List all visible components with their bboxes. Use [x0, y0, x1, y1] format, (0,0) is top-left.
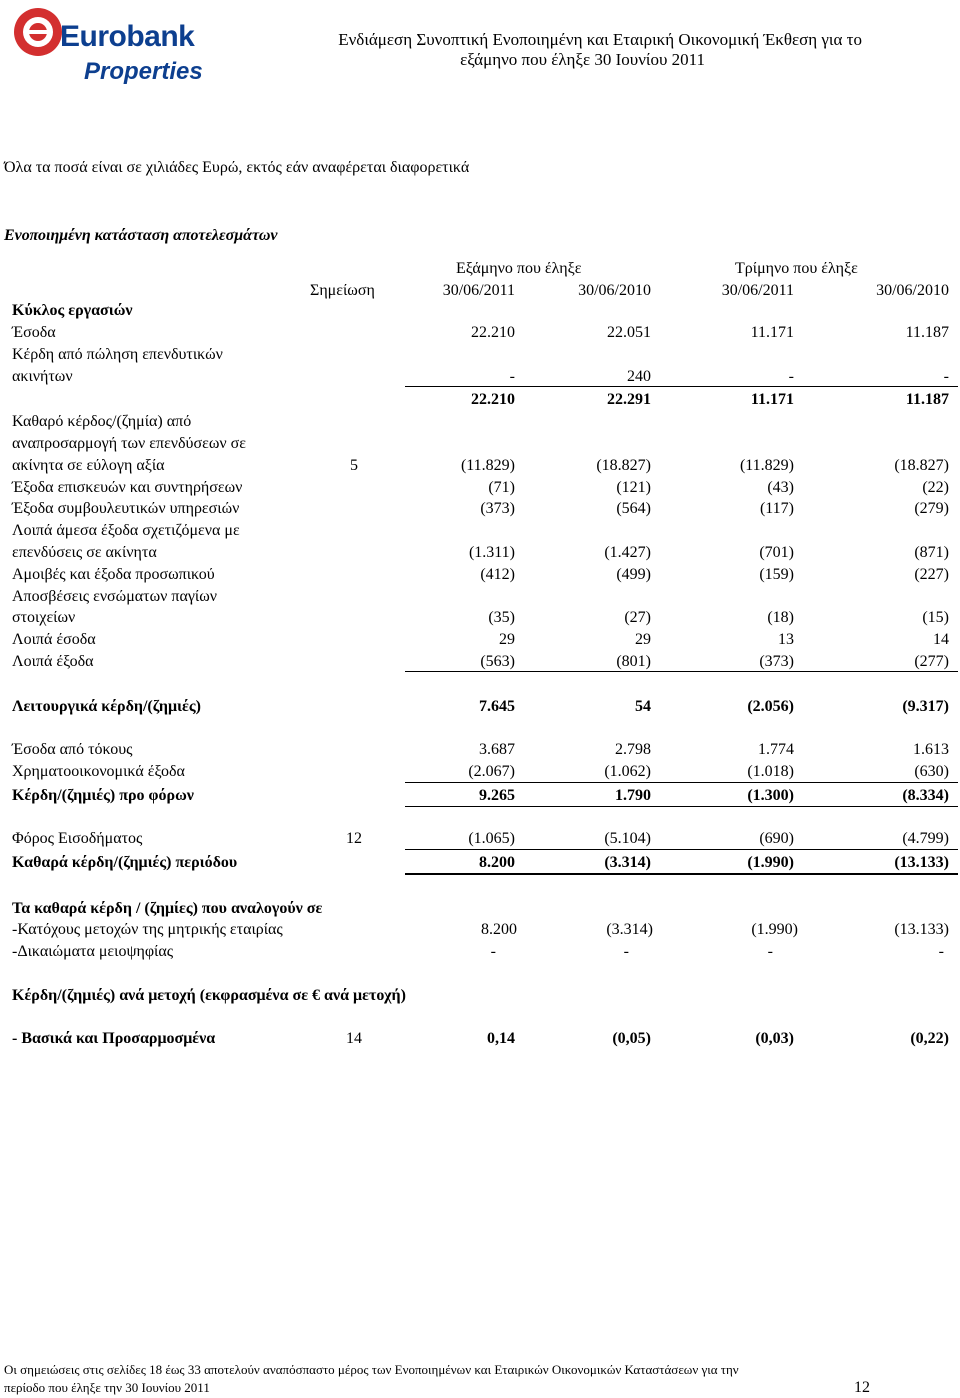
row-value: (18): [767, 609, 794, 626]
row-note: 5: [350, 457, 358, 474]
row-value: (35): [488, 609, 515, 626]
row-value: (18.827): [596, 457, 651, 474]
row-note: 14: [346, 1030, 362, 1047]
row-value: (1.427): [604, 544, 651, 561]
row-value: (43): [767, 479, 794, 496]
row-value: (13.133): [894, 921, 949, 938]
row-value: (0,22): [910, 1030, 949, 1047]
row-value: (117): [759, 500, 794, 517]
row-value: (8.334): [902, 787, 949, 804]
row-value: (71): [488, 479, 515, 496]
row-label: Αποσβέσεις ενσώματων παγίων: [12, 588, 217, 605]
row-value: (373): [480, 500, 515, 517]
row-label: -Κατόχους μετοχών της μητρικής εταιρίας: [12, 921, 283, 938]
quarter-header: Τρίμηνο που έληξε: [735, 260, 858, 277]
row-note: 12: [346, 830, 362, 847]
row-value: (277): [914, 653, 949, 670]
row-value: 1.790: [615, 787, 651, 804]
row-value: 8.200: [479, 854, 515, 871]
row-value: -: [943, 368, 949, 385]
eurobank-emblem-icon: [12, 6, 64, 58]
row-value: 8.200: [481, 921, 517, 938]
row-value: 1.613: [913, 741, 949, 758]
eps-title: Κέρδη/(ζημιές) ανά μετοχή (εκφρασμένα σε € ανά μετοχή): [12, 987, 406, 1004]
subtotal-divider: [405, 386, 958, 387]
row-value: (279): [914, 500, 949, 517]
operating-divider: [405, 671, 958, 672]
subtotal-value: 22.291: [607, 391, 651, 408]
row-value: (1.311): [468, 544, 515, 561]
row-value: 3.687: [479, 741, 515, 758]
row-value: (701): [759, 544, 794, 561]
row-value: (1.990): [747, 854, 794, 871]
row-value: 29: [635, 631, 651, 648]
row-value: (499): [616, 566, 651, 583]
row-value: -: [509, 368, 515, 385]
footer-line-2: περίοδο που έληξε την 30 Ιουνίου 2011: [4, 1380, 210, 1395]
row-value: 22.210: [471, 324, 515, 341]
intro-text: Όλα τα ποσά είναι σε χιλιάδες Ευρώ, εκτός εάν αναφέρεται διαφορετικά: [4, 159, 470, 176]
header-line-2: εξάμηνο που έληξε 30 Ιουνίου 2011: [460, 50, 705, 69]
row-value: (3.314): [604, 854, 651, 871]
row-value: 2.798: [615, 741, 651, 758]
row-value: (1.990): [751, 921, 798, 938]
row-value: 7.645: [479, 698, 515, 715]
statement-title: Ενοποιημένη κατάσταση αποτελεσμάτων: [4, 227, 278, 244]
row-value: (412): [480, 566, 515, 583]
row-value: (27): [624, 609, 651, 626]
row-value: 11.187: [905, 324, 949, 341]
revenue-section-label: Κύκλος εργασιών: [12, 302, 133, 319]
row-label: ακινήτων: [12, 368, 73, 385]
date-col-2: 30/06/2010: [578, 282, 651, 299]
row-value: (18.827): [894, 457, 949, 474]
row-value: (15): [922, 609, 949, 626]
row-label: Καθαρό κέρδος/(ζημία) από: [12, 413, 192, 430]
row-value: (871): [914, 544, 949, 561]
row-value: 29: [499, 631, 515, 648]
row-label: -Δικαιώματα μειοψηφίας: [12, 943, 174, 960]
row-value: 22.051: [607, 324, 651, 341]
row-value: 11.171: [750, 324, 794, 341]
row-value: 9.265: [479, 787, 515, 804]
row-value: (690): [759, 830, 794, 847]
row-label: Χρηματοοικονομικά έξοδα: [12, 763, 185, 780]
row-value: (2.056): [747, 698, 794, 715]
row-label: Λειτουργικά κέρδη/(ζημιές): [12, 698, 201, 715]
row-value: -: [767, 943, 773, 960]
row-label: Έσοδα: [12, 324, 56, 341]
subtotal-value: 11.171: [750, 391, 794, 408]
row-label: Έσοδα από τόκους: [12, 741, 133, 758]
row-value: (563): [480, 653, 515, 670]
row-value: (1.065): [468, 830, 515, 847]
row-label: στοιχείων: [12, 609, 76, 626]
row-label: Έξοδα επισκευών και συντηρήσεων: [12, 479, 243, 496]
row-value: (159): [759, 566, 794, 583]
net-double-divider: [405, 873, 958, 875]
net-divider: [405, 849, 958, 850]
row-label: Καθαρά κέρδη/(ζημιές) περιόδου: [12, 854, 238, 871]
row-value: (11.829): [739, 457, 794, 474]
row-value: (1.018): [747, 763, 794, 780]
row-value: -: [938, 943, 944, 960]
subtotal-value: 22.210: [471, 391, 515, 408]
row-value: (227): [914, 566, 949, 583]
row-value: 14: [933, 631, 949, 648]
row-value: (4.799): [902, 830, 949, 847]
row-label: Λοιπά έσοδα: [12, 631, 96, 648]
row-label: Κέρδη από πώληση επενδυτικών: [12, 346, 223, 363]
subtotal-value: 11.187: [905, 391, 949, 408]
date-col-1: 30/06/2011: [442, 282, 515, 299]
row-value: 0,14: [487, 1030, 515, 1047]
row-value: (5.104): [604, 830, 651, 847]
note-header: Σημείωση: [310, 282, 375, 299]
footer-line-1: Οι σημειώσεις στις σελίδες 18 έως 33 αποτελούν αναπόσπαστο μέρος των Ενοποιημένων και Εταιρικών Οικονομικών Καταστάσεων για την: [4, 1362, 739, 1377]
row-value: (630): [914, 763, 949, 780]
date-col-4: 30/06/2010: [876, 282, 949, 299]
six-month-header: Εξάμηνο που έληξε: [456, 260, 582, 277]
row-value: (22): [922, 479, 949, 496]
pretax-bottom-divider: [405, 806, 958, 807]
logo-sub: Properties: [84, 58, 203, 85]
row-value: (1.300): [747, 787, 794, 804]
row-value: (801): [616, 653, 651, 670]
row-label: επενδύσεις σε ακίνητα: [12, 544, 157, 561]
row-label: Λοιπά έξοδα: [12, 653, 94, 670]
page-number: 12: [854, 1379, 870, 1396]
row-value: -: [623, 943, 629, 960]
row-value: (373): [759, 653, 794, 670]
pretax-divider: [405, 782, 958, 783]
attribution-title: Τα καθαρά κέρδη / (ζημίες) που αναλογούν σε: [12, 900, 323, 917]
row-label: - Βασικά και Προσαρμοσμένα: [12, 1030, 216, 1047]
row-label: Έξοδα συμβουλευτικών υπηρεσιών: [12, 500, 240, 517]
eurobank-properties-logo: [4, 2, 204, 90]
row-value: 13: [778, 631, 794, 648]
row-value: (2.067): [468, 763, 515, 780]
logo-brand: Eurobank: [60, 20, 195, 53]
row-label: αναπροσαρμογή των επενδύσεων σε: [12, 435, 246, 452]
date-col-3: 30/06/2011: [721, 282, 794, 299]
row-value: 54: [635, 698, 651, 715]
row-label: Αμοιβές και έξοδα προσωπικού: [12, 566, 215, 583]
row-label: ακίνητα σε εύλογη αξία: [12, 457, 165, 474]
row-value: (121): [616, 479, 651, 496]
header-line-1: Ενδιάμεση Συνοπτική Ενοποιημένη και Εταιρική Οικονομική Έκθεση για το: [338, 30, 862, 49]
row-label: Φόρος Εισοδήματος: [12, 830, 143, 847]
row-value: 1.774: [758, 741, 794, 758]
row-value: (9.317): [902, 698, 949, 715]
row-value: (13.133): [894, 854, 949, 871]
row-value: (0,05): [612, 1030, 651, 1047]
row-value: (564): [616, 500, 651, 517]
row-value: (0,03): [755, 1030, 794, 1047]
row-value: -: [490, 943, 496, 960]
row-value: -: [788, 368, 794, 385]
row-label: Λοιπά άμεσα έξοδα σχετιζόμενα με: [12, 522, 240, 539]
row-value: 240: [627, 368, 651, 385]
row-value: (11.829): [460, 457, 515, 474]
row-label: Κέρδη/(ζημιές) προ φόρων: [12, 787, 194, 804]
row-value: (1.062): [604, 763, 651, 780]
row-value: (3.314): [606, 921, 653, 938]
